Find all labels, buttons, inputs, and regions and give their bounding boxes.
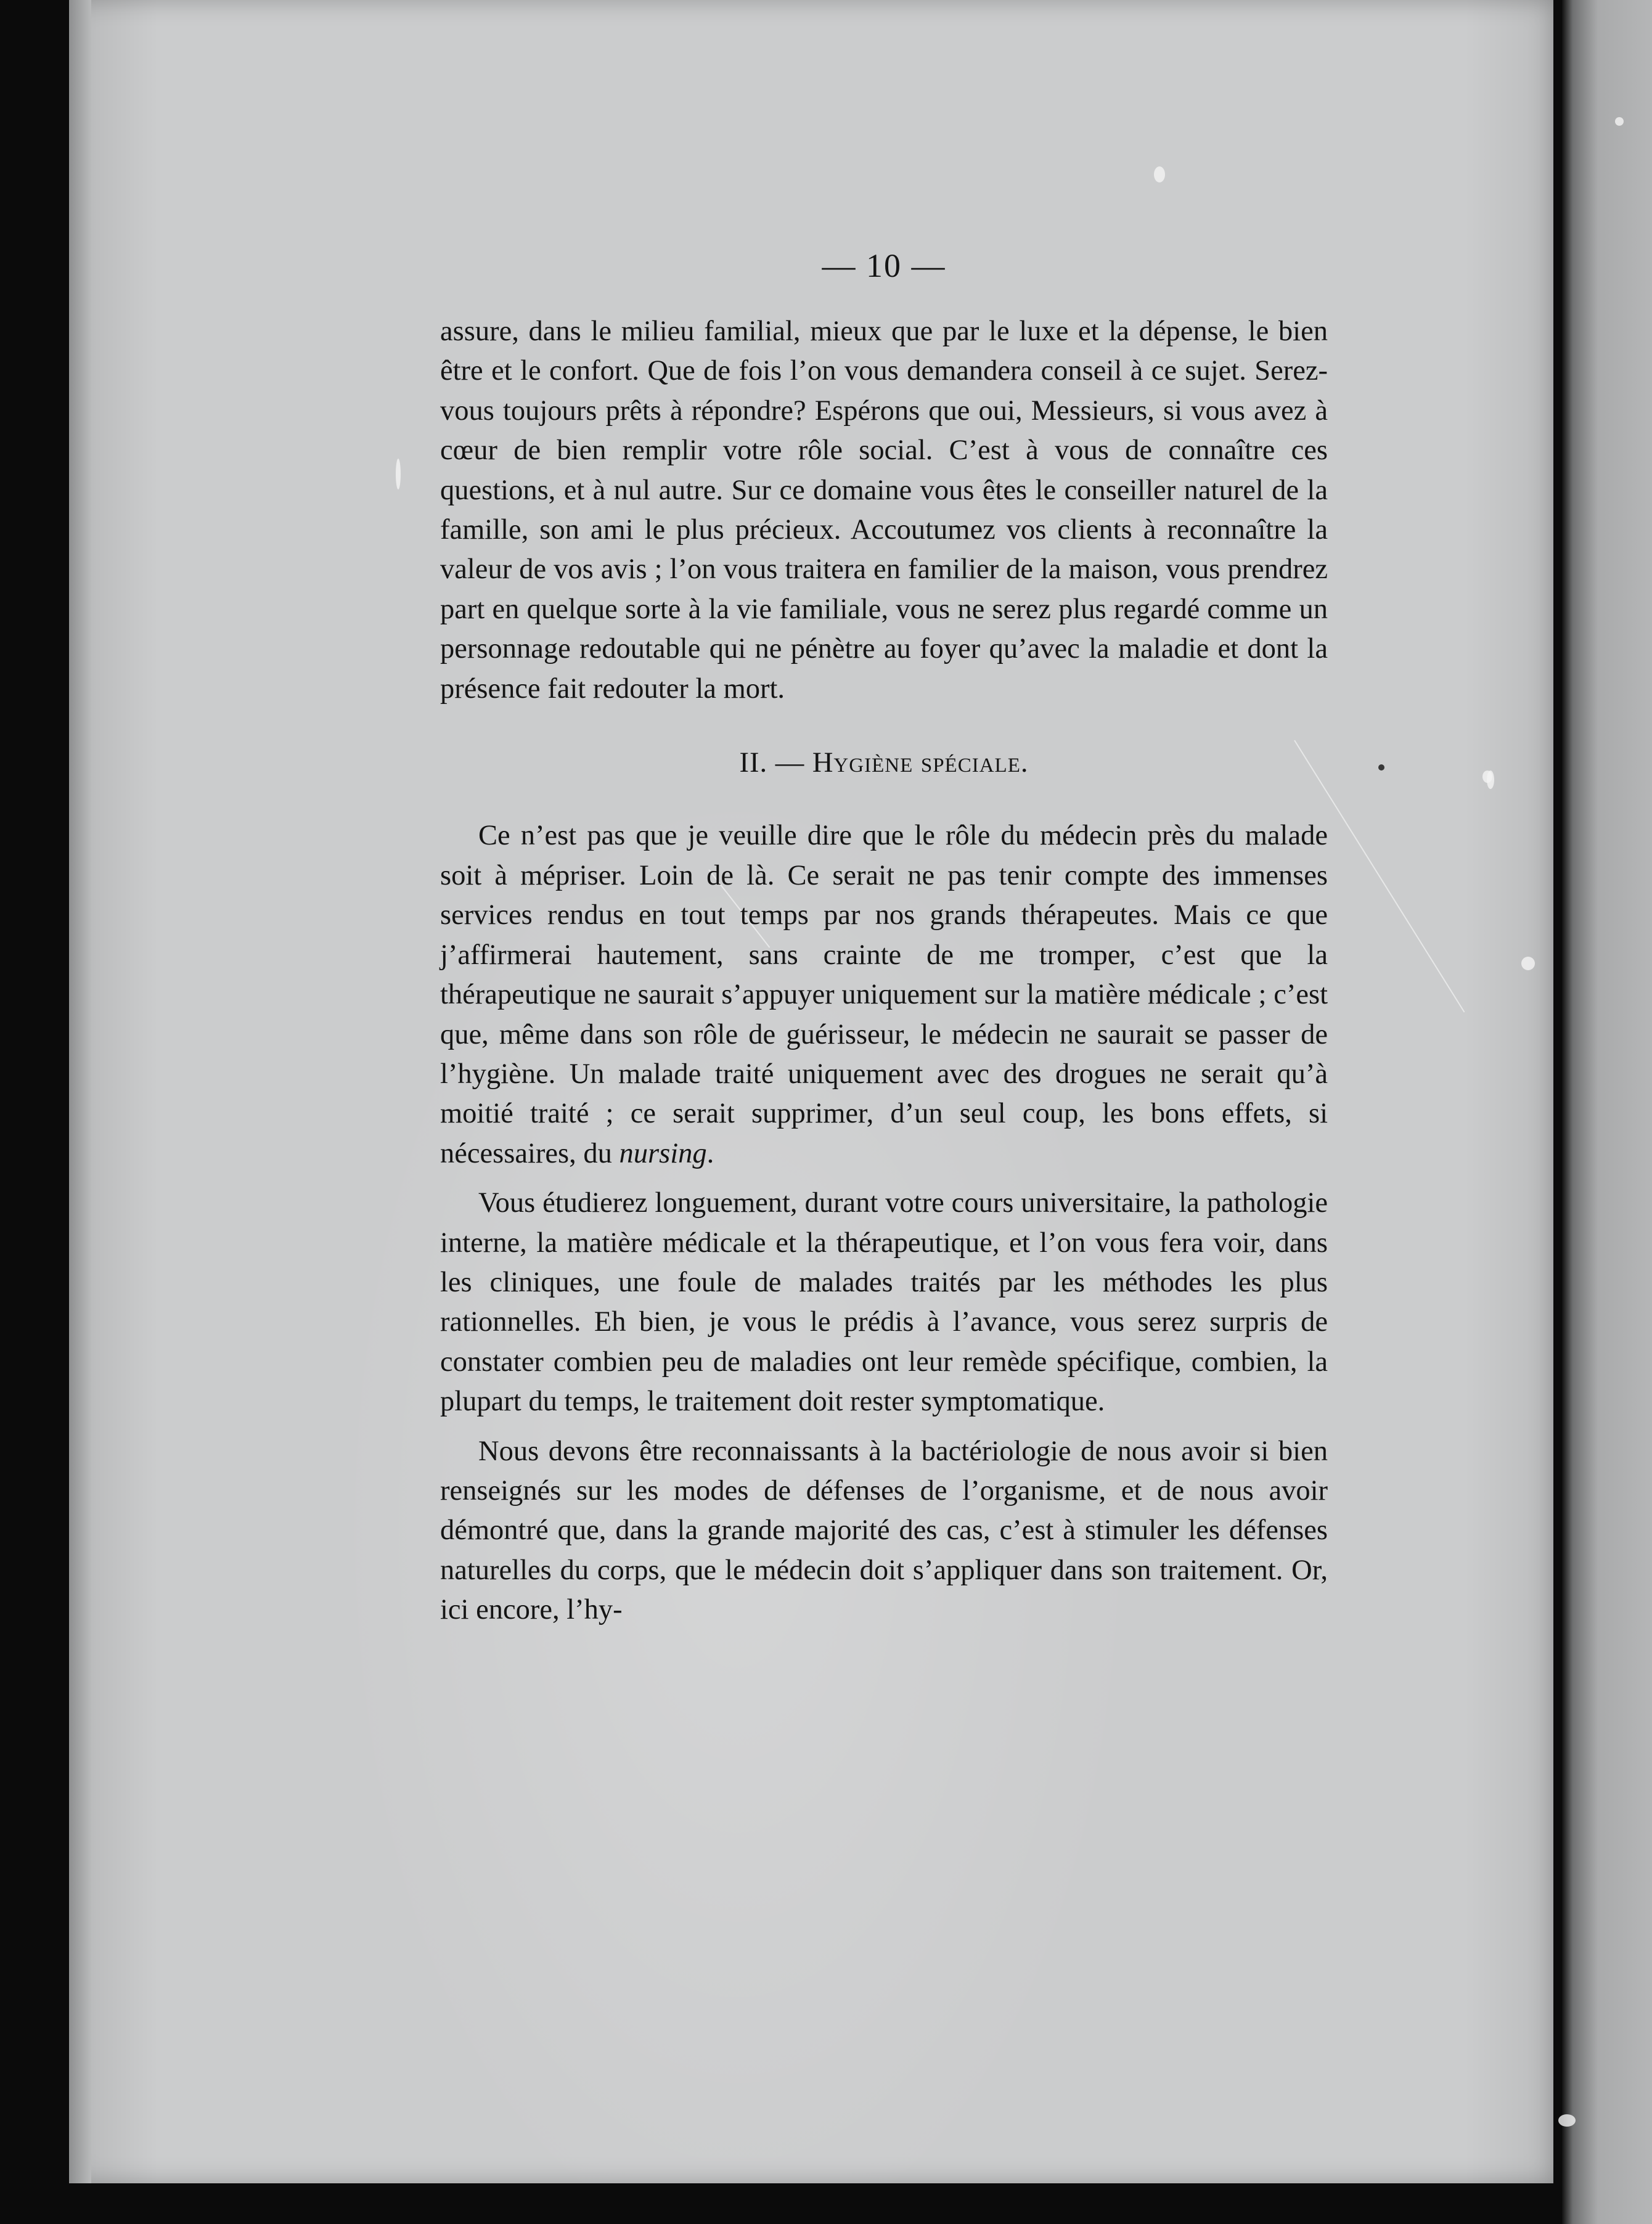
adjacent-page-edge bbox=[1562, 0, 1652, 2224]
paragraph: assure, dans le milieu familial, mieux que par le luxe et la dépense, le bien être et le confort. Que de fois l’on vous demandera conseil à ce sujet. Serez-vous toujours prêts à répondre? Espérons que oui, Messieurs, si vous avez à cœur de bien remplir votre rôle social. C’est à vous de connaître ces questions, et à nul autre. Sur ce domaine vous êtes le conseiller naturel de la famille, son ami le plus précieux. Accoutumez vos clients à reconnaître la valeur de vos avis ; l’on vous traitera en familier de la maison, vous prendrez part en quelque sorte à la vie familiale, vous ne serez plus regardé comme un personnage redoutable qui ne pénètre au foyer qu’avec la maladie et dont la présence fait redouter la mort. bbox=[440, 316, 1328, 705]
section-heading-title: Hygiène spéciale. bbox=[812, 747, 1029, 779]
italic-term: nursing bbox=[619, 1137, 707, 1169]
paragraph: Nous devons être reconnaissants à la bactériologie de nous avoir si bien renseignés sur les modes de défenses de l’organisme, et de nous avoir démontré que, dans la grande majorité des cas, c’est à stimuler les défenses naturelles du corps, que le médecin doit s’appliquer dans son traitement. Or, ici encore, l’hy- bbox=[440, 1435, 1328, 1626]
section-heading-number: II. — bbox=[739, 747, 805, 779]
scan-speck bbox=[396, 459, 401, 489]
scan-speck bbox=[1154, 166, 1165, 182]
scan-speck bbox=[1558, 2114, 1576, 2127]
binding-edge bbox=[69, 0, 91, 2183]
scan-speck bbox=[1487, 771, 1494, 789]
section-heading bbox=[440, 743, 1328, 783]
page-number: — 10 — bbox=[822, 247, 946, 284]
paragraph: Vous étudierez longuement, durant votre cours universitaire, la pathologie interne, la matière médicale et la thérapeutique, et l’on vous fera voir, dans les cliniques, une foule de malades traités par les méthodes les plus rationnelles. Eh bien, je vous le prédis à l’avance, vous serez surpris de constater combien peu de maladies ont leur remède spécifique, combien, la plupart du temps, le traitement doit rester symptomatique. bbox=[440, 1187, 1328, 1418]
paragraph-punctuation: . bbox=[706, 1137, 714, 1169]
scan-speck bbox=[1378, 764, 1384, 771]
paragraph-text: Ce n’est pas que je veuille dire que le rôle du médecin près du malade soit à mépriser. Loin de là. Ce serait ne pas tenir compte des immenses services rendus en tout temps par nos grands thérapeutes. Mais ce que j’affirmerai hautement, sans crainte de me tromper, c’est que la thérapeutique ne saurait s’appuyer uniquement sur la matière médicale ; c’est que, même dans son rôle de guérisseur, le médecin ne saurait se passer de l’hygiène. Un malade traité uniquement avec des drogues ne serait qu’à moitié traité ; ce serait supprimer, d’un seul coup, les bons effets, si nécessaires, du bbox=[440, 820, 1328, 1169]
body-text bbox=[440, 312, 1328, 1630]
scan-speck bbox=[1615, 117, 1624, 126]
scan-speck bbox=[1521, 957, 1535, 970]
paragraph bbox=[440, 816, 1328, 1174]
